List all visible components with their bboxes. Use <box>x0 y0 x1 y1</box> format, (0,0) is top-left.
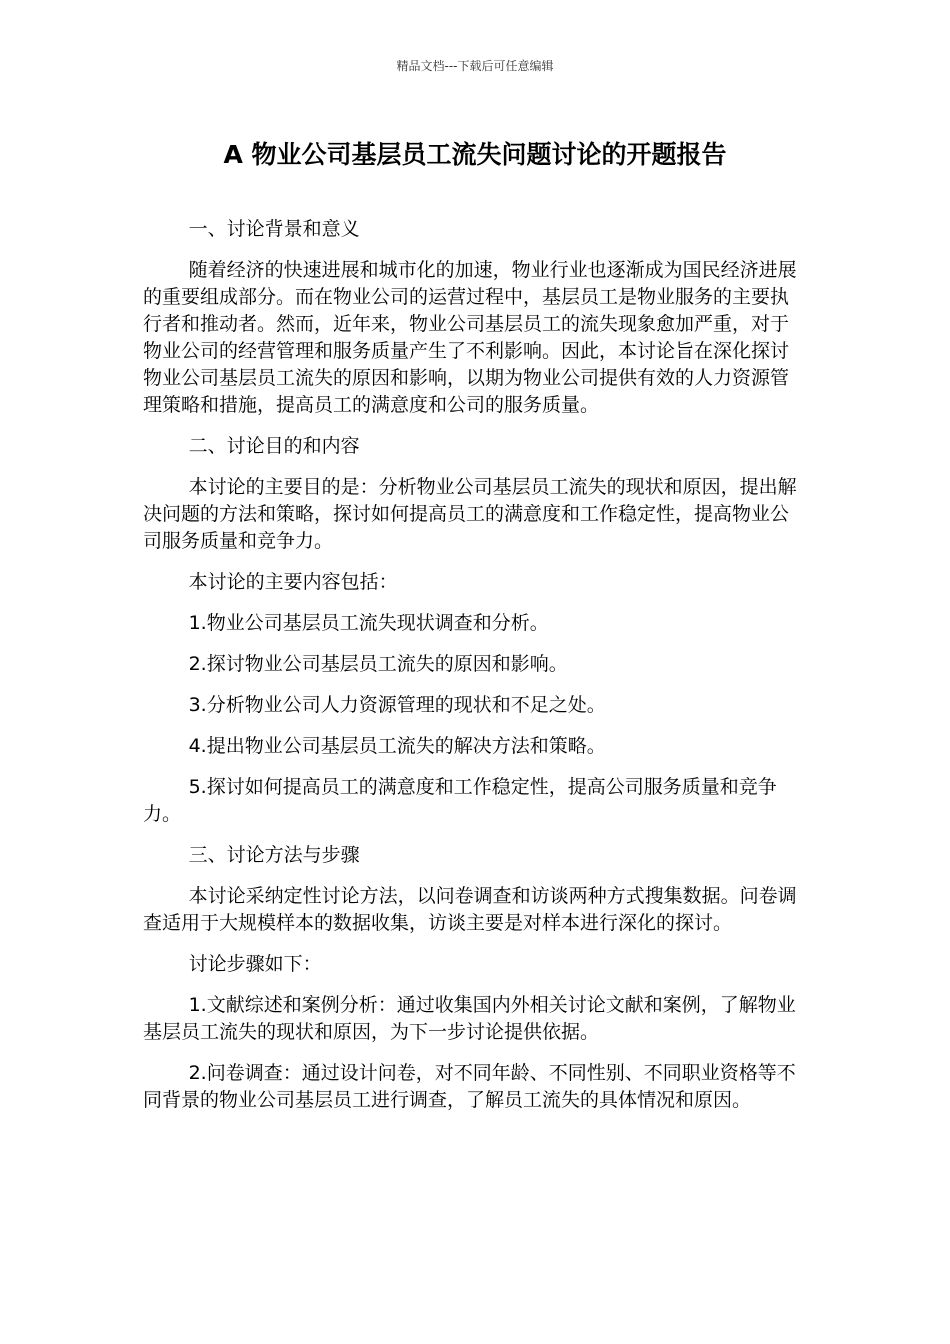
paragraph-purpose: 本讨论的主要目的是：分析物业公司基层员工流失的现状和原因，提出解决问题的方法和策略，探讨如何提高员工的满意度和工作稳定性，提高物业公司服务质量和竞争力。 <box>143 476 797 552</box>
list-item: 3.分析物业公司人力资源管理的现状和不足之处。 <box>188 694 606 716</box>
list-item: 1.文献综述和案例分析：通过收集国内外相关讨论文献和案例，了解物业基层员工流失的现状和原因，为下一步讨论提供依据。 <box>143 994 796 1043</box>
page-header: 精品文档---下载后可任意编辑 <box>396 59 554 73</box>
list-item: 4.提出物业公司基层员工流失的解决方法和策略。 <box>188 735 606 757</box>
paragraph-method: 本讨论采纳定性讨论方法，以问卷调查和访谈两种方式搜集数据。问卷调查适用于大规模样本的数据收集，访谈主要是对样本进行深化的探讨。 <box>143 885 797 934</box>
list-item: 2.探讨物业公司基层员工流失的原因和影响。 <box>188 653 568 675</box>
section-heading-purpose: 二、讨论目的和内容 <box>188 435 360 457</box>
list-item: 1.物业公司基层员工流失现状调查和分析。 <box>188 612 549 634</box>
list-item: 2.问卷调查：通过设计问卷，对不同年龄、不同性别、不同职业资格等不同背景的物业公司基层员工进行调查，了解员工流失的具体情况和原因。 <box>143 1062 796 1111</box>
paragraph-background: 随着经济的快速进展和城市化的加速，物业行业也逐渐成为国民经济进展的重要组成部分。而在物业公司的运营过程中，基层员工是物业服务的主要执行者和推动者。然而，近年来，物业公司基层员工的流失现象愈加严重，对于物业公司的经营管理和服务质量产生了不利影响。因此，本讨论旨在深化探讨物业公司基层员工流失的原因和影响，以期为物业公司提供有效的人力资源管理策略和措施，提高员工的满意度和公司的服务质量。 <box>143 259 797 416</box>
paragraph-steps-intro: 讨论步骤如下： <box>188 953 322 975</box>
list-item: 5.探讨如何提高员工的满意度和工作稳定性，提高公司服务质量和竞争力。 <box>143 776 777 825</box>
document-body <box>143 216 803 1128</box>
document-title: A 物业公司基层员工流失问题讨论的开题报告 <box>223 140 727 169</box>
paragraph-content-intro: 本讨论的主要内容包括： <box>188 571 398 593</box>
section-heading-background: 一、讨论背景和意义 <box>188 218 360 240</box>
section-heading-method: 三、讨论方法与步骤 <box>188 844 360 866</box>
